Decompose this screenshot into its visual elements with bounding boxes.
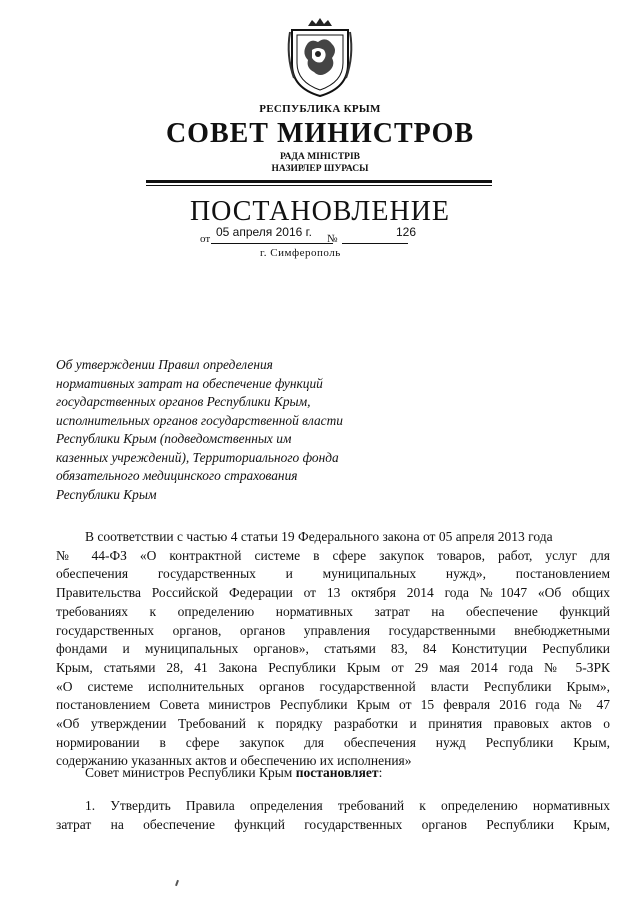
date-prefix: от [200,233,211,245]
subject-line: исполнительных органов государственной власти [56,412,343,428]
resolution-paragraph [56,764,610,783]
number-underline [342,243,408,244]
preamble-line: «О системе исполнительных органов государственной власти Республики Крым», [56,678,610,694]
resolution-text: Совет министров Республики Крым [85,765,296,780]
subject-line: Республики Крым (подведомственных им [56,431,292,446]
preamble-line: содержанию указанных актов и обеспечению их исполнения» [56,753,412,769]
city-name: г. Симферополь [260,247,341,259]
preamble-line: нормировании в сфере закупок для обеспечения нужд Республики Крым, [56,734,610,750]
preamble-line: обеспечения государственных и муниципальных нужд», постановлением [56,566,610,582]
decree-subject [56,356,376,504]
number-sign: № [327,233,338,245]
preamble-line: Крым, статьями 28, 41 Закона Республики Крым от 29 мая 2014 года № 5-ЗРК [56,659,610,675]
preamble-line: государственных органов, органов управления государственными внебюджетными [56,622,610,638]
date-number-line [200,224,420,244]
preamble-line: «Об утверждении Требований к порядку разработки и принятия правовых актов о [56,716,610,732]
preamble-line: № 44-ФЗ «О контрактной системе в сфере закупок товаров, работ, услуг для [56,547,610,563]
preamble-line: В соответствии с частью 4 статьи 19 Федерального закона от 05 апреля 2013 года [85,529,553,544]
resolution-line [56,764,610,783]
resolution-colon: : [378,765,383,780]
clause-1-paragraph [56,797,610,834]
subject-line: государственных органов Республики Крым, [56,394,311,409]
preamble-paragraph [56,528,610,771]
decree-date: 05 апреля 2016 г. [216,225,312,239]
header-divider-thick [146,180,492,183]
preamble-line: постановлением Совета министров Республики Крым от 15 февраля 2016 года № 47 [56,697,610,713]
preamble-line: требованиях к определению нормативных затрат на обеспечение функций [56,603,610,619]
subject-line: обязательного медицинского страхования [56,468,298,483]
subject-line: Республики Крым [56,486,157,502]
subject-line: Об утверждении Правил определения [56,357,273,372]
council-title-ukrainian: РАДА МІНІСТРІВ [279,152,360,162]
republic-name: РЕСПУБЛИКА КРЫМ [259,103,381,115]
subject-line: нормативных затрат на обеспечение функций [56,375,323,391]
resolution-verb: постановляет [295,765,379,780]
subject-line: казенных учреждений), Территориального фонда [56,449,339,465]
clause-line: 1. Утвердить Правила определения требований к определению нормативных [85,798,610,813]
coat-of-arms-emblem [284,16,356,98]
scan-mark [175,880,179,886]
document-type-title: ПОСТАНОВЛЕНИЕ [189,196,451,227]
council-title: СОВЕТ МИНИСТРОВ [165,118,475,149]
decree-number: 126 [396,225,417,239]
date-underline [211,243,333,244]
clause-line: затрат на обеспечение функций государственных органов Республики Крым, [56,816,610,832]
preamble-line: Правительства Российской Федерации от 13 октября 2014 года №1047 «Об общих [56,585,610,601]
preamble-line: фондами и муниципальных органов», статьями 83, 84 Конституции Республики [56,641,610,657]
header-divider-thin [146,185,492,186]
council-title-crimean-tatar: НАЗИРЛЕР ШУРАСЫ [271,164,369,174]
